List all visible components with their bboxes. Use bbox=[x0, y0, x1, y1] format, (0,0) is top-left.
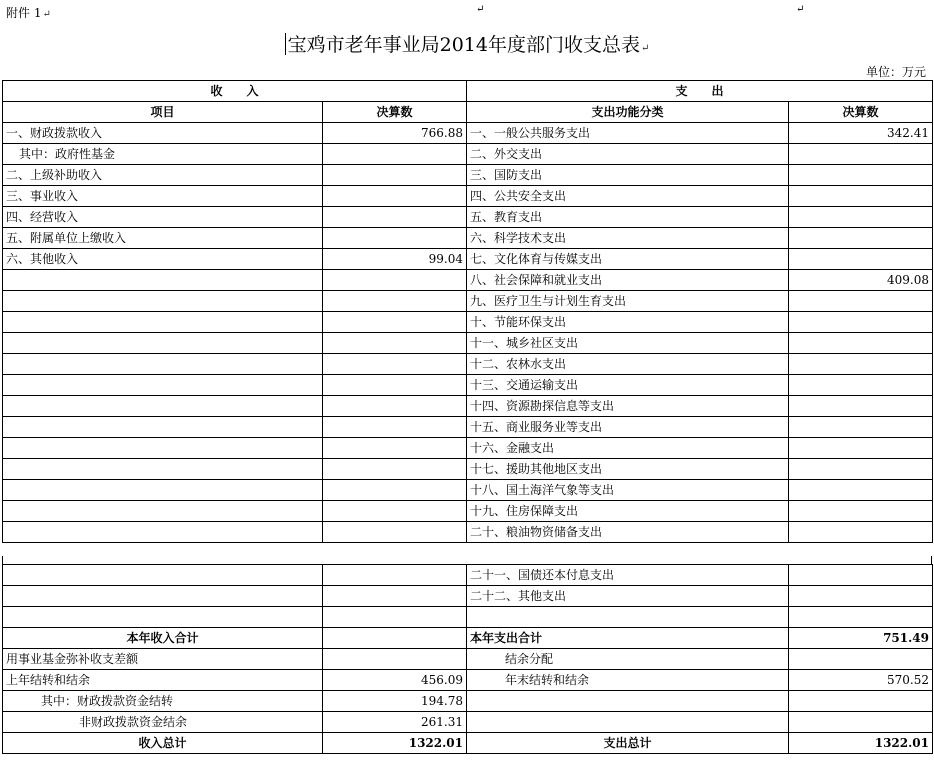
expense-header: 支 出 bbox=[467, 81, 933, 102]
expense-cell: 十四、资源勘探信息等支出 bbox=[467, 396, 789, 417]
income-value-cell: 766.88 bbox=[323, 123, 467, 144]
table-row bbox=[3, 207, 933, 228]
income-cell bbox=[3, 607, 323, 628]
income-cell bbox=[3, 396, 323, 417]
expense-value-cell: 409.08 bbox=[789, 270, 933, 291]
expense-cell: 四、公共安全支出 bbox=[467, 186, 789, 207]
income-cell bbox=[3, 586, 323, 607]
expense-value-cell bbox=[789, 501, 933, 522]
expense-cell: 九、医疗卫生与计划生育支出 bbox=[467, 291, 789, 312]
expense-value-cell bbox=[789, 565, 933, 586]
empty-cell bbox=[467, 691, 789, 712]
income-cell bbox=[3, 291, 323, 312]
expense-value-cell bbox=[789, 249, 933, 270]
income-cell bbox=[3, 312, 323, 333]
fiscal-carry-label: 其中：财政拨款资金结转 bbox=[3, 691, 323, 712]
table-row bbox=[3, 123, 933, 144]
carryover-label: 上年结转和结余 bbox=[3, 670, 323, 691]
expense-cell: 六、科学技术支出 bbox=[467, 228, 789, 249]
expense-cell bbox=[467, 607, 789, 628]
summary-table-continued bbox=[2, 564, 933, 754]
table-row bbox=[3, 291, 933, 312]
expense-cell: 三、国防支出 bbox=[467, 165, 789, 186]
expense-value-cell bbox=[789, 186, 933, 207]
amount-header: 决算数 bbox=[323, 102, 467, 123]
table-row bbox=[3, 607, 933, 628]
expense-cell: 二、外交支出 bbox=[467, 144, 789, 165]
empty-cell bbox=[467, 712, 789, 733]
income-header: 收 入 bbox=[3, 81, 467, 102]
unit-label: 单位：万元 bbox=[865, 65, 926, 79]
income-value-cell bbox=[323, 333, 467, 354]
income-value-cell bbox=[323, 207, 467, 228]
income-total-label: 收入总计 bbox=[3, 733, 323, 754]
table-row bbox=[3, 649, 933, 670]
expense-value-cell bbox=[789, 312, 933, 333]
nonfiscal-value: 261.31 bbox=[323, 712, 467, 733]
return-mark-icon: ↵ bbox=[476, 4, 485, 15]
table-row bbox=[3, 733, 933, 754]
table-row bbox=[3, 586, 933, 607]
income-year-label: 本年收入合计 bbox=[3, 628, 323, 649]
income-value-cell bbox=[323, 228, 467, 249]
page-title: 宝鸡市老年事业局2014年度部门收支总表↵ bbox=[0, 30, 934, 57]
income-value-cell bbox=[323, 291, 467, 312]
expense-value-cell bbox=[789, 333, 933, 354]
table-row bbox=[3, 270, 933, 291]
table-row bbox=[3, 712, 933, 733]
year-end-value: 570.52 bbox=[789, 670, 933, 691]
table-subheader-row bbox=[3, 102, 933, 123]
income-value-cell bbox=[323, 144, 467, 165]
expense-cell: 二十二、其他支出 bbox=[467, 586, 789, 607]
expense-cell: 十一、城乡社区支出 bbox=[467, 333, 789, 354]
table-row bbox=[3, 228, 933, 249]
expense-value-cell bbox=[789, 291, 933, 312]
table-row bbox=[3, 312, 933, 333]
income-cell: 其中：政府性基金 bbox=[3, 144, 323, 165]
table-row bbox=[3, 459, 933, 480]
empty-cell bbox=[789, 691, 933, 712]
expense-year-label: 本年支出合计 bbox=[467, 628, 789, 649]
income-cell: 三、事业收入 bbox=[3, 186, 323, 207]
expense-cell: 十五、商业服务业等支出 bbox=[467, 417, 789, 438]
expense-cell: 十二、农林水支出 bbox=[467, 354, 789, 375]
fund-supplement-value bbox=[323, 649, 467, 670]
table-header-row bbox=[3, 81, 933, 102]
income-value-cell bbox=[323, 501, 467, 522]
empty-cell bbox=[789, 712, 933, 733]
expense-cell: 十六、金融支出 bbox=[467, 438, 789, 459]
expense-cell: 二十、粮油物资储备支出 bbox=[467, 522, 789, 543]
income-cell bbox=[3, 522, 323, 543]
carryover-value: 456.09 bbox=[323, 670, 467, 691]
table-row bbox=[3, 438, 933, 459]
income-cell bbox=[3, 459, 323, 480]
amount2-header: 决算数 bbox=[789, 102, 933, 123]
expense-value-cell bbox=[789, 144, 933, 165]
income-cell: 六、其他收入 bbox=[3, 249, 323, 270]
income-value-cell bbox=[323, 186, 467, 207]
income-year-value bbox=[323, 628, 467, 649]
item-header: 项目 bbox=[3, 102, 323, 123]
income-cell: 五、附属单位上缴收入 bbox=[3, 228, 323, 249]
expense-cell: 八、社会保障和就业支出 bbox=[467, 270, 789, 291]
table-row bbox=[3, 691, 933, 712]
table-row bbox=[3, 375, 933, 396]
income-value-cell bbox=[323, 312, 467, 333]
expense-value-cell bbox=[789, 607, 933, 628]
table-row bbox=[3, 417, 933, 438]
income-value-cell bbox=[323, 565, 467, 586]
income-value-cell bbox=[323, 270, 467, 291]
income-value-cell bbox=[323, 417, 467, 438]
income-value-cell bbox=[323, 354, 467, 375]
return-mark-icon: ↵ bbox=[796, 4, 805, 15]
table-row bbox=[3, 354, 933, 375]
surplus-dist-value bbox=[789, 649, 933, 670]
income-value-cell bbox=[323, 586, 467, 607]
expense-value-cell: 342.41 bbox=[789, 123, 933, 144]
expense-value-cell bbox=[789, 207, 933, 228]
text-cursor bbox=[285, 33, 286, 55]
income-value-cell bbox=[323, 438, 467, 459]
table-row bbox=[3, 501, 933, 522]
fund-supplement-label: 用事业基金弥补收支差额 bbox=[3, 649, 323, 670]
income-cell bbox=[3, 333, 323, 354]
income-value-cell bbox=[323, 480, 467, 501]
expense-year-value: 751.49 bbox=[789, 628, 933, 649]
income-value-cell bbox=[323, 375, 467, 396]
income-value-cell bbox=[323, 607, 467, 628]
income-cell bbox=[3, 501, 323, 522]
income-cell bbox=[3, 480, 323, 501]
expense-cell: 二十一、国债还本付息支出 bbox=[467, 565, 789, 586]
income-cell bbox=[3, 417, 323, 438]
expense-value-cell bbox=[789, 354, 933, 375]
table-row bbox=[3, 628, 933, 649]
table-row bbox=[3, 249, 933, 270]
income-cell: 二、上级补助收入 bbox=[3, 165, 323, 186]
table-row bbox=[3, 522, 933, 543]
expense-cell: 五、教育支出 bbox=[467, 207, 789, 228]
expense-cell: 一、一般公共服务支出 bbox=[467, 123, 789, 144]
expense-value-cell bbox=[789, 228, 933, 249]
income-value-cell bbox=[323, 396, 467, 417]
expense-value-cell bbox=[789, 522, 933, 543]
expense-cell: 十七、援助其他地区支出 bbox=[467, 459, 789, 480]
table-row bbox=[3, 670, 933, 691]
expense-cell: 十八、国土海洋气象等支出 bbox=[467, 480, 789, 501]
expense-cell: 十三、交通运输支出 bbox=[467, 375, 789, 396]
table-gap bbox=[2, 556, 932, 564]
table-row bbox=[3, 480, 933, 501]
income-value-cell bbox=[323, 522, 467, 543]
expense-value-cell bbox=[789, 480, 933, 501]
table-row bbox=[3, 165, 933, 186]
income-cell bbox=[3, 354, 323, 375]
income-cell: 四、经营收入 bbox=[3, 207, 323, 228]
expense-total-label: 支出总计 bbox=[467, 733, 789, 754]
table-row bbox=[3, 565, 933, 586]
income-cell bbox=[3, 565, 323, 586]
function-header: 支出功能分类 bbox=[467, 102, 789, 123]
expense-cell: 十九、住房保障支出 bbox=[467, 501, 789, 522]
expense-value-cell bbox=[789, 459, 933, 480]
income-value-cell bbox=[323, 165, 467, 186]
table-row bbox=[3, 333, 933, 354]
table-row bbox=[3, 144, 933, 165]
income-total-value: 1322.01 bbox=[323, 733, 467, 754]
nonfiscal-label: 非财政拨款资金结余 bbox=[3, 712, 323, 733]
return-mark-icon: ↵ bbox=[640, 43, 650, 54]
return-mark-icon: ↵ bbox=[42, 9, 51, 20]
expense-value-cell bbox=[789, 165, 933, 186]
expense-total-value: 1322.01 bbox=[789, 733, 933, 754]
income-cell bbox=[3, 438, 323, 459]
fiscal-carry-value: 194.78 bbox=[323, 691, 467, 712]
expense-value-cell bbox=[789, 417, 933, 438]
income-cell bbox=[3, 375, 323, 396]
table-row bbox=[3, 186, 933, 207]
attachment-label: 附件 1↵ bbox=[6, 6, 51, 20]
expense-value-cell bbox=[789, 586, 933, 607]
expense-cell: 七、文化体育与传媒支出 bbox=[467, 249, 789, 270]
expense-value-cell bbox=[789, 375, 933, 396]
income-cell bbox=[3, 270, 323, 291]
surplus-dist-label: 结余分配 bbox=[467, 649, 789, 670]
summary-table bbox=[2, 80, 933, 543]
expense-value-cell bbox=[789, 438, 933, 459]
year-end-label: 年末结转和结余 bbox=[467, 670, 789, 691]
income-value-cell: 99.04 bbox=[323, 249, 467, 270]
income-value-cell bbox=[323, 459, 467, 480]
expense-cell: 十、节能环保支出 bbox=[467, 312, 789, 333]
table-row bbox=[3, 396, 933, 417]
income-cell: 一、财政拨款收入 bbox=[3, 123, 323, 144]
expense-value-cell bbox=[789, 396, 933, 417]
